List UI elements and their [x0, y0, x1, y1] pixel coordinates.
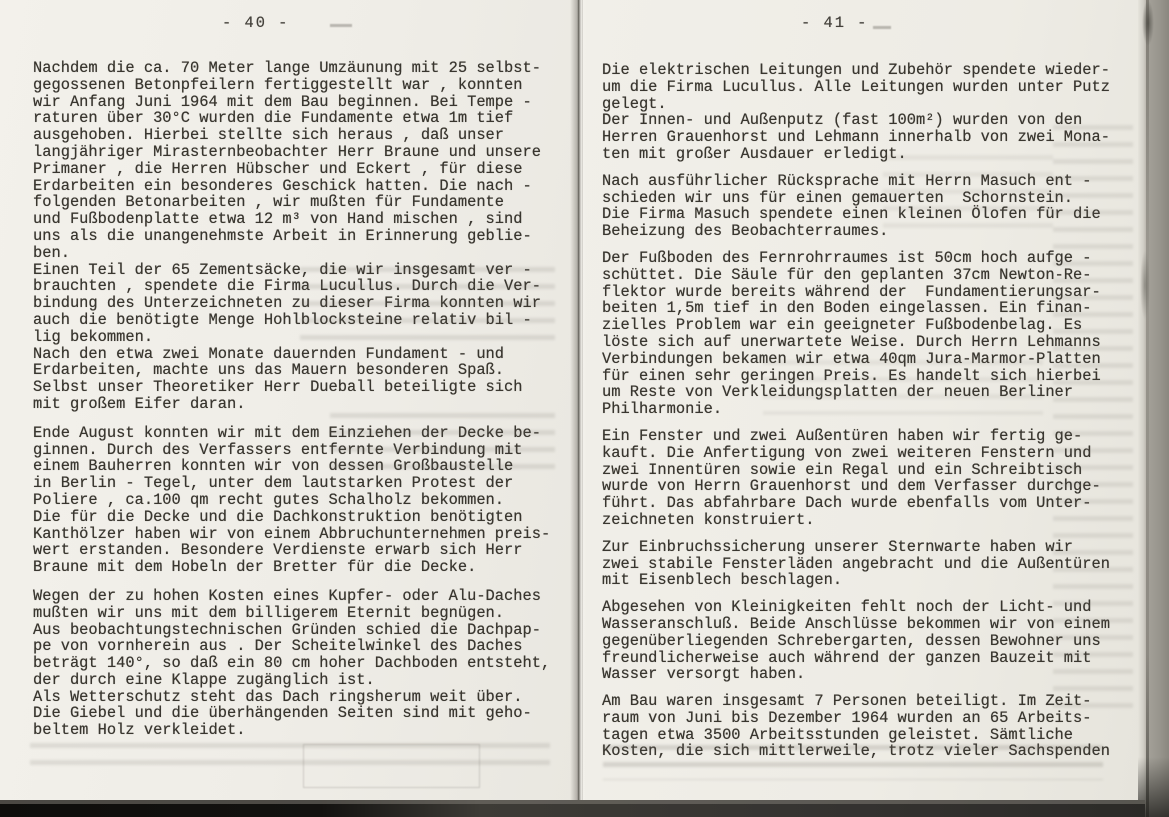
text-line: Der Innen- und Außenputz (fast 100m²) wurden von den: [602, 111, 1083, 130]
text-line: Wasser versorgt haben.: [602, 665, 806, 684]
page-number-left: - 40 -: [222, 14, 290, 32]
text-line: und Fußbodenplatte etwa 12 m³ von Hand mischen , sind: [33, 210, 523, 229]
header-smudge-mark: [873, 26, 891, 29]
text-line: Einen Teil der 65 Zementsäcke, die wir insgesamt ver -: [33, 260, 532, 279]
edge-smudge: [1140, 250, 1150, 320]
page-edge-line: [1146, 0, 1149, 817]
text-line: gegenüberliegenden Schrebergarten, dessen Bewohner uns: [602, 631, 1101, 650]
text-line: in Berlin - Tegel, unter dem lautstarken Protest der: [33, 474, 514, 493]
paragraph: [602, 173, 1132, 240]
text-line: uns als die unangenehmste Arbeit in Erinnerung geblie-: [33, 226, 532, 245]
text-line: Die für die Decke und die Dachkonstruktion benötigten: [33, 507, 523, 526]
text-line: freundlicherweise auch während der ganzen Bauzeit mit: [602, 648, 1092, 667]
book-edge-strip: [1138, 0, 1169, 817]
text-line: Abgesehen von Kleinigkeiten fehlt noch der Licht- und: [602, 598, 1092, 617]
text-line: Als Wetterschutz steht das Dach ringsherum weit über.: [33, 687, 523, 706]
text-line: wir Anfang Juni 1964 mit dem Bau beginnen. Bei Tempe -: [33, 92, 532, 111]
header-smudge-mark: [330, 24, 352, 27]
text-line: lig bekommen.: [33, 327, 154, 346]
text-line: beiten 1,5m tief in den Boden eingelassen. Ein finan-: [602, 299, 1092, 318]
text-line: schüttet. Die Säule für den geplanten 37cm Newton-Re-: [602, 265, 1092, 284]
text-line: mit Eisenblech beschlagen.: [602, 571, 843, 590]
text-line: langjähriger Mirasternbeobachter Herr Braune und unsere: [33, 142, 541, 161]
text-line: beltem Holz verkleidet.: [33, 721, 246, 740]
text-line: Poliere , ca.100 qm recht gutes Schalholz bekommen.: [33, 490, 505, 509]
page-left: [0, 0, 578, 817]
text-line: führt. Das abfahrbare Dach wurde ebenfalls vom Unter-: [602, 494, 1092, 513]
text-line: schieden wir uns für einen gemauerten Schornstein.: [602, 188, 1074, 207]
text-line: um Reste von Verkleidungsplatten der neuen Berliner: [602, 383, 1074, 402]
text-line: Aus beobachtungstechnischen Gründen schied die Dachpap-: [33, 620, 541, 639]
text-line: zeichneten konstruiert.: [602, 510, 815, 529]
paragraph: [602, 62, 1132, 163]
text-line: um die Firma Lucullus. Alle Leitungen wurden unter Putz: [602, 77, 1110, 96]
text-line: Kanthölzer haben wir von einem Abbruchunternehmen preis-: [33, 524, 551, 543]
text-line: der durch eine Klappe zugänglich ist.: [33, 670, 375, 689]
text-line: Zur Einbruchssicherung unserer Sternwarte haben wir: [602, 537, 1074, 556]
text-line: beträgt 140°, so daß ein 80 cm hoher Dachboden entsteht,: [33, 654, 551, 673]
paragraph: [602, 693, 1132, 760]
text-line: löste sich auf unerwartete Weise. Durch Herrn Lehmanns: [602, 332, 1101, 351]
text-line: mit großem Eifer daran.: [33, 394, 246, 413]
text-line: tagen etwa 3500 Arbeitsstunden geleistet. Sämtliche: [602, 725, 1074, 744]
text-line: auch die benötigte Menge Hohlblocksteine relativ bil -: [33, 310, 532, 329]
text-line: raturen über 30°C wurden die Fundamente etwa 1m tief: [33, 109, 514, 128]
text-line: Der Fußboden des Fernrohrraumes ist 50cm hoch aufge -: [602, 248, 1092, 267]
page-body-right: [602, 62, 1132, 770]
paragraph: [602, 250, 1132, 418]
text-line: wurde von Herrn Grauenhorst und dem Verfasser durchge-: [602, 477, 1101, 496]
paragraph: [602, 599, 1132, 683]
text-line: Nachdem die ca. 70 Meter lange Umzäunung mit 25 selbst-: [33, 59, 541, 77]
text-line: Ende August konnten wir mit dem Einziehen der Decke be-: [33, 423, 541, 442]
text-line: folgenden Betonarbeiten , wir mußten für Fundamente: [33, 193, 505, 212]
text-line: Primaner , die Herren Hübscher und Eckert , für diese: [33, 159, 523, 178]
text-line: Wegen der zu hohen Kosten eines Kupfer- oder Alu-Daches: [33, 586, 541, 605]
text-line: Ein Fenster und zwei Außentüren haben wir fertig ge-: [602, 426, 1083, 445]
page-number-right: - 41 -: [801, 14, 869, 32]
scanner-bed-bar: [0, 800, 1145, 817]
text-line: Verbindungen bekamen wir etwa 40qm Jura-Marmor-Platten: [602, 349, 1101, 368]
text-line: brauchten , spendete die Firma Lucullus. Durch die Ver-: [33, 277, 541, 296]
text-line: Die Firma Masuch spendete einen kleinen Ölofen für die: [602, 205, 1101, 224]
text-line: gelegt.: [602, 94, 667, 113]
page-right: [583, 0, 1140, 817]
page-body-left: [33, 60, 573, 751]
text-line: zwei stabile Fensterläden angebracht und die Außentüren: [602, 554, 1110, 573]
paragraph: [33, 60, 573, 413]
text-line: ginnen. Durch des Verfassers entfernte Verbindung mit: [33, 440, 523, 459]
text-line: Erdarbeiten ein besonderes Geschick hatten. Die nach -: [33, 176, 532, 195]
text-line: für einen sehr geringen Preis. Es handelt sich hierbei: [602, 366, 1101, 385]
text-line: einem Bauherren konnten wir von dessen Großbaustelle: [33, 457, 514, 476]
text-line: Nach ausführlicher Rücksprache mit Herrn Masuch ent -: [602, 171, 1092, 190]
text-line: ten mit großer Ausdauer erledigt.: [602, 144, 907, 163]
text-line: flektor wurde bereits während der Fundamentierungsar-: [602, 282, 1101, 301]
paragraph: [602, 539, 1132, 589]
paragraph: [33, 588, 573, 739]
text-line: Herren Grauenhorst und Lehmann innerhalb von zwei Mona-: [602, 128, 1110, 147]
text-line: Braune mit dem Hobeln der Bretter für die Decke.: [33, 558, 477, 577]
text-line: ben.: [33, 243, 70, 262]
text-line: mußten wir uns mit dem billigerem Eternit begnügen.: [33, 603, 505, 622]
page-gutter-shadow: [570, 0, 586, 817]
text-line: Selbst unser Theoretiker Herr Dueball beteiligte sich: [33, 378, 523, 397]
text-line: Die Giebel und die überhängenden Seiten sind mit geho-: [33, 704, 532, 723]
text-line: Kosten, die sich mittlerweile, trotz vieler Sachspenden: [602, 742, 1110, 761]
text-line: zwei Innentüren sowie ein Regal und ein Schreibtisch: [602, 460, 1083, 479]
paragraph: [602, 428, 1132, 529]
text-line: pe von vornherein aus . Der Scheitelwinkel des Daches: [33, 637, 523, 656]
text-line: Am Bau waren insgesamt 7 Personen beteiligt. Im Zeit-: [602, 692, 1092, 711]
text-line: Nach den etwa zwei Monate dauernden Fundament - und: [33, 344, 505, 363]
text-line: raum von Juni bis Dezember 1964 wurden an 65 Arbeits-: [602, 708, 1092, 727]
text-line: zielles Problem war ein geeigneter Fußbodenbelag. Es: [602, 316, 1083, 335]
text-line: kauft. Die Anfertigung von zwei weiteren Fenstern und: [602, 443, 1092, 462]
text-line: bindung des Unterzeichneten zu dieser Firma konnten wir: [33, 294, 541, 313]
text-line: Beheizung des Beobachterraumes.: [602, 222, 889, 241]
paragraph: [33, 425, 573, 576]
text-line: Wasseranschluß. Beide Anschlüsse bekommen wir von einem: [602, 614, 1110, 633]
text-line: Philharmonie.: [602, 400, 723, 419]
edge-smudge: [1142, 0, 1154, 46]
text-line: Erdarbeiten, machte uns das Mauern besonderen Spaß.: [33, 361, 505, 380]
text-line: ausgehoben. Hierbei stellte sich heraus , daß unser: [33, 126, 505, 145]
text-line: wert erstanden. Besondere Verdienste erwarb sich Herr: [33, 541, 523, 560]
text-line: Die elektrischen Leitungen und Zubehör spendete wieder-: [602, 61, 1110, 79]
text-line: gegossenen Betonpfeilern fertiggestellt war , konnten: [33, 75, 523, 94]
